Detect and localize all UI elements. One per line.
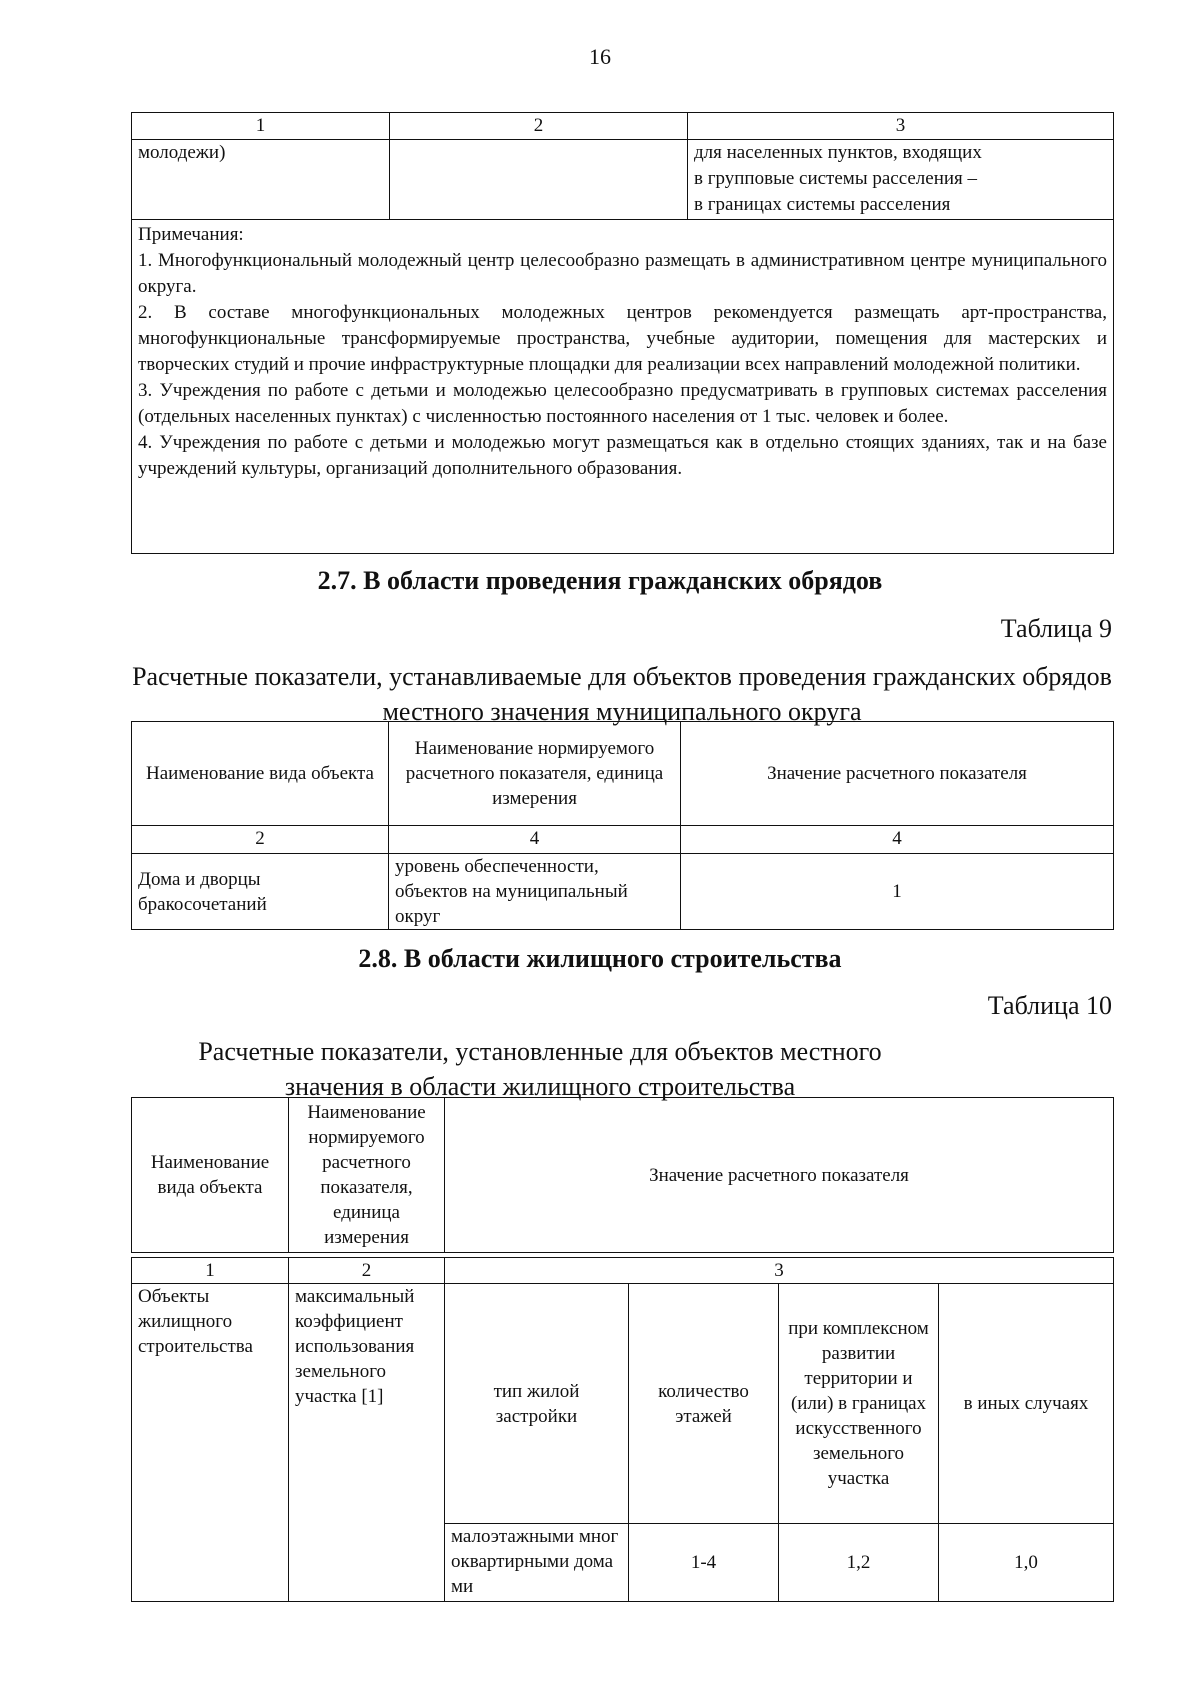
table-caption-10: Расчетные показатели, установленные для объектов местного значения в области жилищного строительства: [198, 1037, 882, 1101]
note-item: 3. Учреждения по работе с детьми и молодежью целесообразно предусматривать в групповых системах расселения (отдельных населенных пунктах) с численностью постоянного населения от 1 тыс. человек и более.: [138, 380, 1107, 427]
row-col1: молодежи): [132, 140, 390, 220]
notes-row: [132, 220, 1114, 554]
header-object-name: Наименование вида объекта: [132, 1098, 289, 1253]
cell-indicator: уровень обеспеченности, объектов на муниципальный округ: [389, 854, 681, 930]
table-caption-9: Расчетные показатели, устанавливаемые для объектов проведения гражданских обрядов местного значения муниципального округа: [132, 662, 1112, 726]
header-indicator-name: Наименование нормируемого расчетного показателя, единица измерения: [389, 722, 681, 826]
col-number: 4: [681, 826, 1114, 854]
section-heading-2-7: 2.7. В области проведения гражданских обрядов: [317, 566, 883, 595]
col-number: 2: [390, 113, 688, 140]
note-item: 2. В составе многофункциональных молодежных центров рекомендуется размещать арт-пространства, многофункциональные трансформируемые пространства, учебные аудитории, помещения для мастерских и творческих студий и прочие инфраструктурные площадки для реализации всех направлений молодежной политики.: [138, 302, 1107, 375]
cell-floors: 1-4: [629, 1524, 779, 1602]
table-top-col-numbers: [132, 113, 1114, 140]
table-col-numbers: [132, 826, 1114, 854]
subheader-other-cases: в иных случаях: [939, 1284, 1114, 1524]
row-col3-line: в групповые системы расселения –: [694, 168, 978, 189]
cell-building-type: малоэтажными многоквартирными домами: [445, 1524, 629, 1602]
col-number: 3: [688, 113, 1114, 140]
subheader-complex-development: при комплексном развитии территории и (или) в границах искусственного земельного участка: [779, 1284, 939, 1524]
col-number: 1: [132, 113, 390, 140]
header-indicator-value: Значение расчетного показателя: [681, 722, 1114, 826]
table-9: [131, 721, 1114, 930]
table-row: [132, 854, 1114, 930]
note-item: 1. Многофункциональный молодежный центр целесообразно размещать в административном центре муниципального округа.: [138, 250, 1107, 297]
subheader-building-type: тип жилой застройки: [445, 1284, 629, 1524]
row-col3-line: для населенных пунктов, входящих: [694, 142, 982, 163]
col-number: 2: [132, 826, 389, 854]
table-subheader-row: [132, 1284, 1114, 1524]
notes-title: Примечания:: [138, 224, 244, 245]
table-10-header: [131, 1097, 1114, 1253]
table-label-9: Таблица 9: [1000, 614, 1112, 643]
cell-object: Дома и дворцы бракосочетаний: [132, 854, 389, 930]
note-item: 4. Учреждения по работе с детьми и молодежью могут размещаться как в отдельно стоящих зданиях, так и на базе учреждений культуры, организаций дополнительного образования.: [138, 432, 1107, 479]
header-object-name: Наименование вида объекта: [132, 722, 389, 826]
cell-other-value: 1,0: [939, 1524, 1114, 1602]
table-header-row: [132, 1098, 1114, 1253]
row-col3: [688, 140, 1114, 220]
section-heading-2-8: 2.8. В области жилищного строительства: [358, 944, 842, 973]
row-col2: [390, 140, 688, 220]
col-number: 4: [389, 826, 681, 854]
cell-object: Объекты жилищного строительства: [132, 1284, 289, 1602]
table-label-10: Таблица 10: [987, 991, 1112, 1020]
cell-value: 1: [681, 854, 1114, 930]
cell-complex-value: 1,2: [779, 1524, 939, 1602]
notes-cell: [132, 220, 1114, 554]
table-header-row: [132, 722, 1114, 826]
table-col-numbers: [132, 1258, 1114, 1284]
row-col3-line: в границах системы расселения: [694, 194, 951, 215]
col-number: 2: [289, 1258, 445, 1284]
page-number: 16: [589, 44, 611, 69]
cell-indicator: максимальный коэффициент использования земельного участка [1]: [289, 1284, 445, 1602]
table-10: [131, 1257, 1114, 1602]
table-row: [132, 140, 1114, 220]
table-top-continuation: [131, 112, 1114, 554]
col-number: 3: [445, 1258, 1114, 1284]
header-indicator-value: Значение расчетного показателя: [445, 1098, 1114, 1253]
header-indicator-name: Наименование нормируемого расчетного показателя, единица измерения: [289, 1098, 445, 1253]
col-number: 1: [132, 1258, 289, 1284]
subheader-floors: количество этажей: [629, 1284, 779, 1524]
